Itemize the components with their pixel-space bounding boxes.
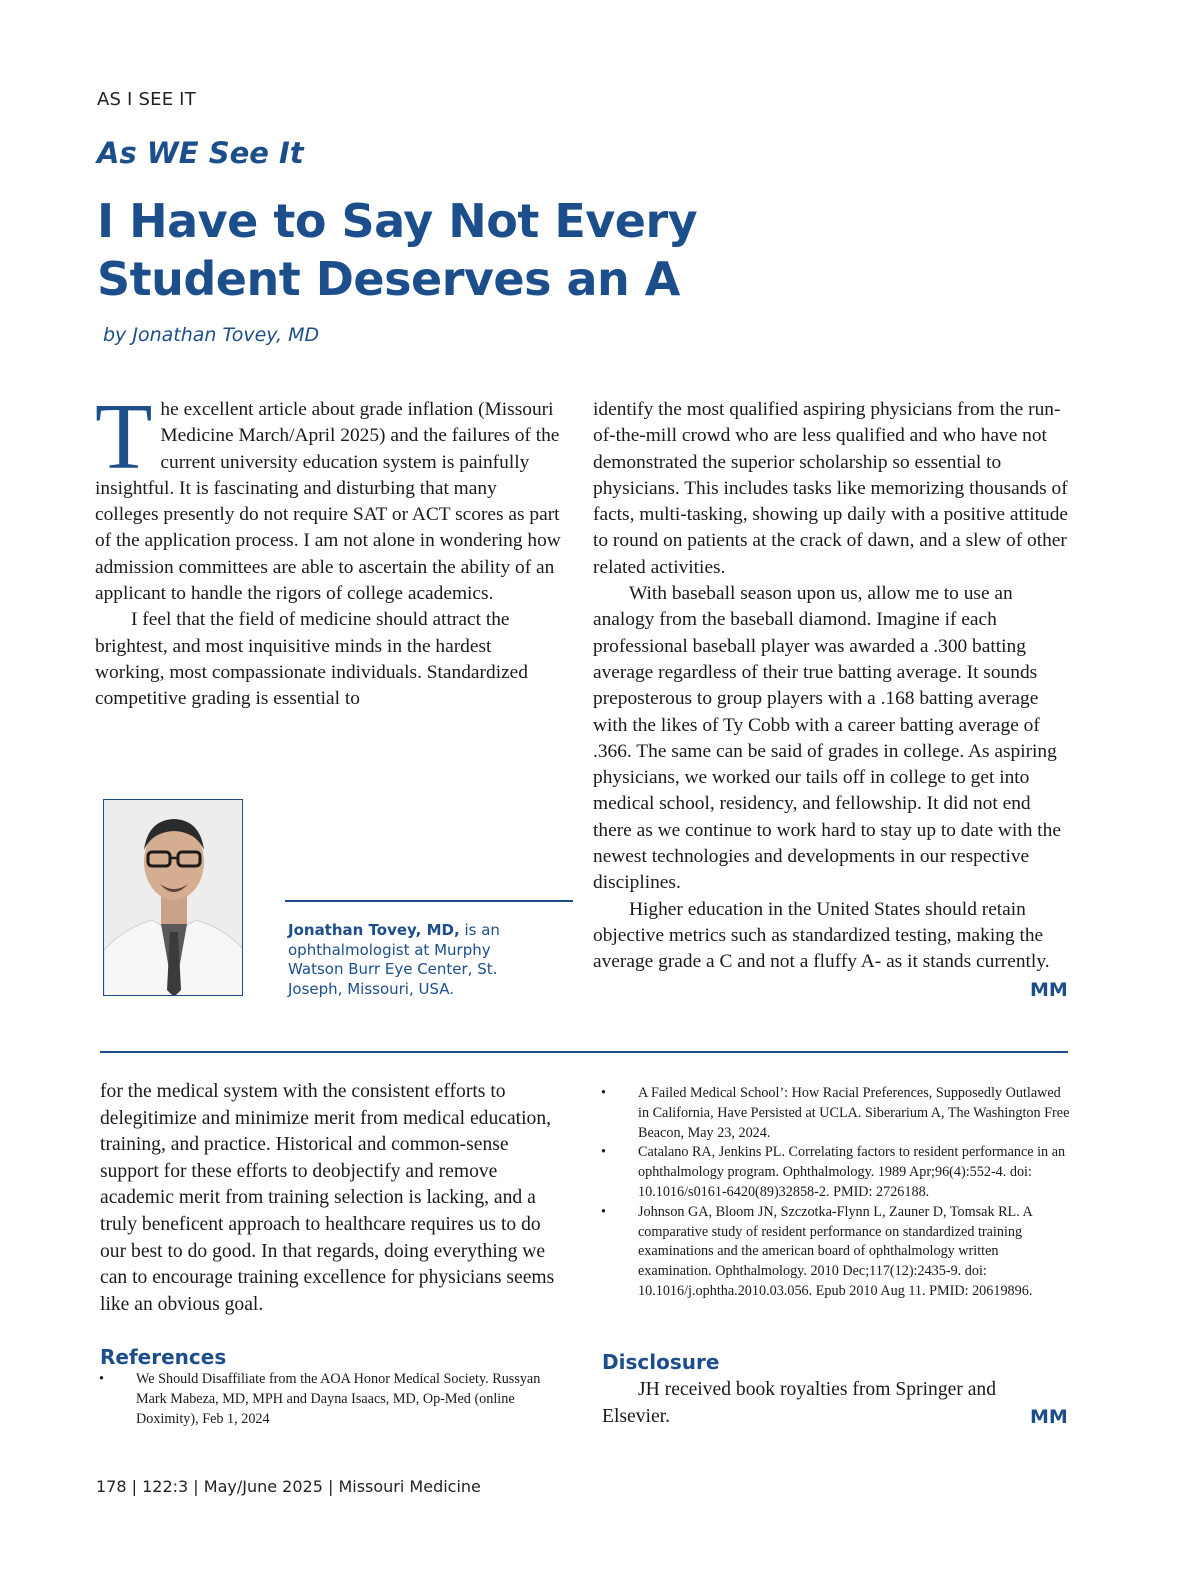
end-mark: MM [1030,1406,1068,1428]
author-photo [103,799,243,996]
author-bio-text: is an ophthalmologist at Murphy Watson Burr Eye Center, St. Joseph, Missouri, USA. [288,921,500,998]
reference-item: • Catalano RA, Jenkins PL. Correlating factors to resident performance in an ophthalmology program. Ophthalmology. 1989 Apr;96(4):552-4. doi: 10.1016/s0161-6420(89)32858-2. PMID: 2726188. [601,1143,1071,1202]
references-list-right [601,1084,1071,1302]
references-heading: References [100,1345,227,1369]
continued-article-column [100,1079,570,1318]
section-label: AS I SEE IT [97,89,196,110]
article-title: I Have to Say Not Every Student Deserves an A [97,194,698,306]
paragraph [95,385,565,607]
paragraph-text: he excellent article about grade inflation (Missouri Medicine March/April 2025) and the failures of the current university education system is painfully insightful. It is fascinating and disturbing that many colleges presently do not require SAT or ACT scores as part of the application process. I am not alone in wondering how admission committees are able to ascertain the ability of an applicant to handle the rigors of college academics. [95,399,561,605]
paragraph: I feel that the field of medicine should attract the brightest, and most inquisitive minds in the hardest working, most compassionate individuals. Standardized competitive grading is essential to [95,609,528,710]
bio-divider [285,900,573,902]
article-left-column [95,385,565,713]
article-right-column [593,397,1068,976]
reference-item: • Johnson GA, Bloom JN, Szczotka-Flynn L, Zauner D, Tomsak RL. A comparative study of resident performance on standardized training examinations and the american board of ophthalmology written examination. Ophthalmology. 2010 Dec;117(12):2435-9. doi: 10.1016/j.ophtha.2010.03.056. Epub 2010 Aug 11. PMID: 20619896. [601,1203,1071,1302]
byline: by Jonathan Tovey, MD [103,324,320,346]
paragraph: JH received book royalties from Springer and Elsevier. [602,1379,997,1427]
author-name: Jonathan Tovey, MD, [288,921,460,939]
author-portrait-image [104,800,243,996]
paragraph: identify the most qualified aspiring physicians from the run-of-the-mill crowd who are less qualified and who have not demonstrated the superior scholarship so essential to physicians. This includes tasks like memorizing thousands of facts, multi-tasking, showing up daily with a positive attitude to round on patients at the crack of dawn, and a slew of other related activities. [593,399,1069,578]
drop-cap: T [95,385,153,489]
paragraph: for the medical system with the consistent efforts to delegitimize and minimize merit from medical education, training, and practice. Historical and common-sense support for these efforts to deobjectify and remove academic merit from training selection is lacking, and a truly beneficent approach to healthcare requires us to do our best to do good. In that regards, doing everything we can to encourage training excellence for physicians seems like an obvious goal. [100,1081,555,1315]
disclosure-heading: Disclosure [602,1350,720,1374]
column-kicker: As WE See It [97,136,304,170]
end-mark: MM [1030,979,1068,1001]
section-divider [100,1051,1068,1053]
paragraph: Higher education in the United States should retain objective metrics such as standardized testing, making the average grade a C and not a fluffy A- as it stands currently. [593,898,1050,973]
author-bio [288,921,533,999]
disclosure-text [602,1377,1032,1430]
reference-item: • A Failed Medical School’: How Racial Preferences, Supposedly Outlawed in California, Have Persisted at UCLA. Siberarium A, The Washington Free Beacon, May 23, 2024. [601,1084,1071,1143]
references-list-left [99,1370,569,1429]
reference-item: • We Should Disaffiliate from the AOA Honor Medical Society. Russyan Mark Mabeza, MD, MPH and Dayna Isaacs, MD, Op-Med (online Doximity), Feb 1, 2024 [99,1370,569,1429]
paragraph: With baseball season upon us, allow me to use an analogy from the baseball diamond. Imagine if each professional baseball player was awarded a .300 batting average regardless of their true batting average. It sounds preposterous to group players with a .168 batting average with the likes of Ty Cobb with a career batting average of .366. The same can be said of grades in college. As aspiring physicians, we worked our tails off in college to get into medical school, residency, and fellowship. It did not end there as we continue to work hard to stay up to date with the newest technologies and developments in our respective disciplines. [593,583,1061,894]
page-footer: 178 | 122:3 | May/June 2025 | Missouri Medicine [96,1477,481,1496]
